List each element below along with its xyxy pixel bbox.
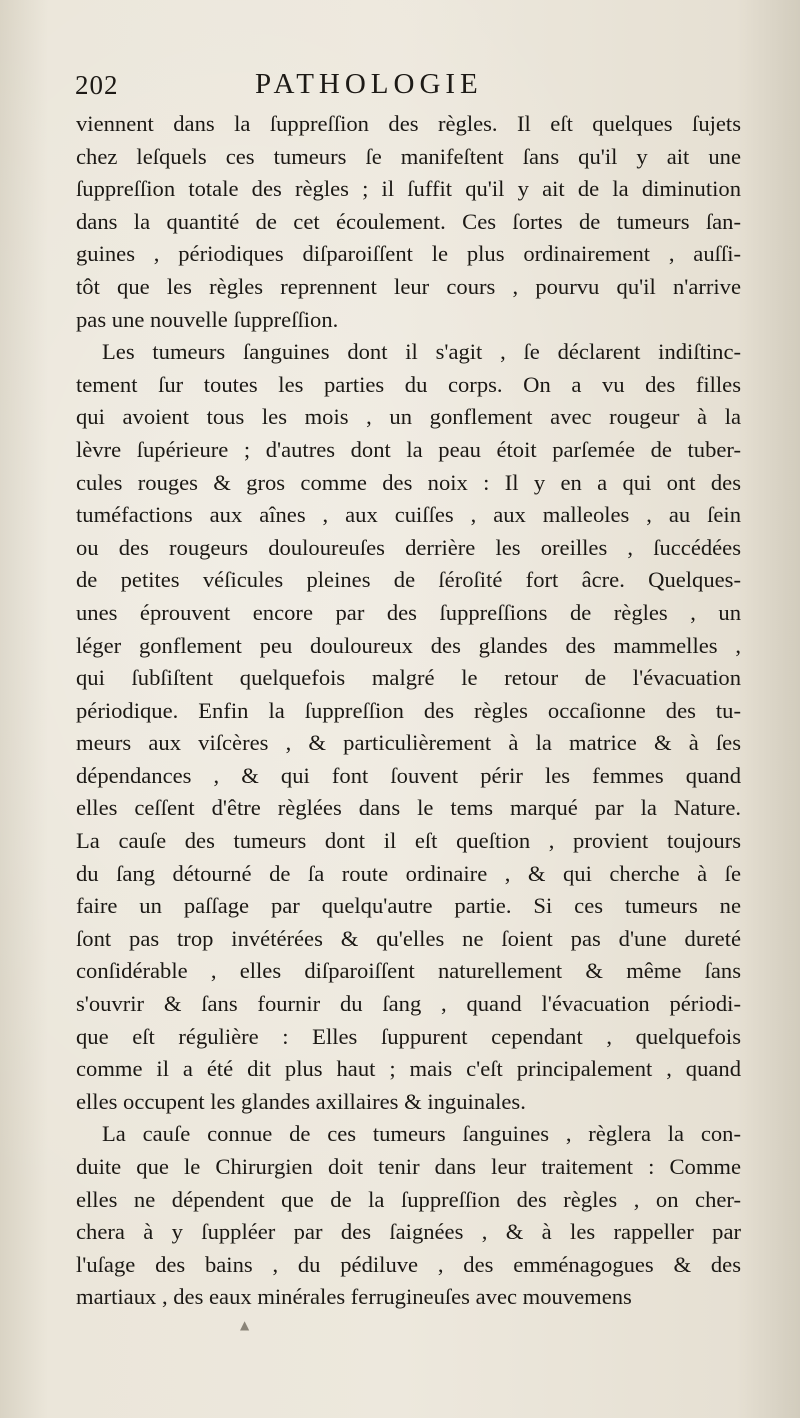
text-line: ſont pas trop invétérées & qu'elles ne ſoient pas d'une dureté <box>76 925 741 951</box>
text-line: La cauſe connue de ces tumeurs ſanguines , règlera la con- <box>102 1121 741 1147</box>
text-line: viennent dans la ſuppreſſion des règles. Il eſt quelques ſujets <box>76 111 741 136</box>
ink-speck: ▲ <box>240 1318 250 1332</box>
text-line: de petites véſicules pleines de ſéroſité fort âcre. Quelques- <box>76 567 741 593</box>
text-line: conſidérable , elles diſparoiſſent naturellement & même ſans <box>76 958 741 984</box>
text-line: La cauſe des tumeurs dont il eſt queſtion , provient toujours <box>76 828 741 854</box>
text-line: martiaux , des eaux minérales ferrugineuſes avec mouvemens <box>76 1284 632 1310</box>
text-line: faire un paſſage par quelqu'autre partie. Si ces tumeurs ne <box>76 893 741 919</box>
text-line: unes éprouvent encore par des ſuppreſſions de règles , un <box>76 599 741 625</box>
text-line: tuméfactions aux aînes , aux cuiſſes , aux malleoles , au ſein <box>76 502 741 528</box>
text-line: dans la quantité de cet écoulement. Ces ſortes de tumeurs ſan- <box>76 208 741 234</box>
text-line: comme il a été dit plus haut ; mais c'eſt principalement , quand <box>76 1056 741 1082</box>
text-line: chez leſquels ces tumeurs ſe manifeſtent ſans qu'il y ait une <box>76 143 741 169</box>
text-line: du ſang détourné de ſa route ordinaire , & qui cherche à ſe <box>76 860 741 886</box>
text-line: ſuppreſſion totale des règles ; il ſuffit qu'il y ait de la diminution <box>76 176 741 202</box>
text-line: duite que le Chirurgien doit tenir dans leur traitement : Comme <box>76 1154 741 1179</box>
text-line: qui avoient tous les mois , un gonflement avec rougeur à la <box>76 404 741 430</box>
text-line: meurs aux viſcères , & particulièrement à la matrice & à ſes <box>76 730 741 756</box>
text-line: elles ne dépendent que de la ſuppreſſion des règles , on cher- <box>76 1186 741 1212</box>
text-line: l'uſage des bains , du pédiluve , des emménagogues & des <box>76 1251 741 1277</box>
text-line: elles ceſſent d'être règlées dans le tems marqué par la Nature. <box>76 795 741 821</box>
running-head: PATHOLOGIE <box>255 68 483 100</box>
text-line: guines , périodiques diſparoiſſent le plus ordinairement , auſſi- <box>76 241 741 267</box>
text-line: qui ſubſiſtent quelquefois malgré le retour de l'évacuation <box>76 665 741 691</box>
text-line: lèvre ſupérieure ; d'autres dont la peau étoit parſemée de tuber- <box>76 436 741 462</box>
body-text <box>76 108 741 1314</box>
text-line: elles occupent les glandes axillaires & inguinales. <box>76 1088 526 1114</box>
page-number: 202 <box>75 70 119 100</box>
text-line: cules rouges & gros comme des noix : Il y en a qui ont des <box>76 469 741 495</box>
text-line: pas une nouvelle ſuppreſſion. <box>76 306 339 332</box>
text-line: dépendances , & qui font ſouvent périr les femmes quand <box>76 762 741 788</box>
text-line: que eſt régulière : Elles ſuppurent cependant , quelquefois <box>76 1023 741 1049</box>
text-line: chera à y ſuppléer par des ſaignées , & à les rappeller par <box>76 1219 741 1245</box>
page-header <box>75 66 740 106</box>
text-line: tôt que les règles reprennent leur cours , pourvu qu'il n'arrive <box>76 273 741 299</box>
text-line: ou des rougeurs douloureuſes derrière les oreilles , ſuccédées <box>76 534 741 560</box>
text-line: léger gonflement peu douloureux des glandes des mammelles , <box>76 632 741 658</box>
text-line: Les tumeurs ſanguines dont il s'agit , ſe déclarent indiſtinc- <box>102 339 741 365</box>
text-line: tement ſur toutes les parties du corps. On a vu des filles <box>76 371 741 397</box>
text-line: s'ouvrir & ſans fournir du ſang , quand l'évacuation périodi- <box>76 991 741 1017</box>
text-line: périodique. Enfin la ſuppreſſion des règles occaſionne des tu- <box>76 697 741 723</box>
